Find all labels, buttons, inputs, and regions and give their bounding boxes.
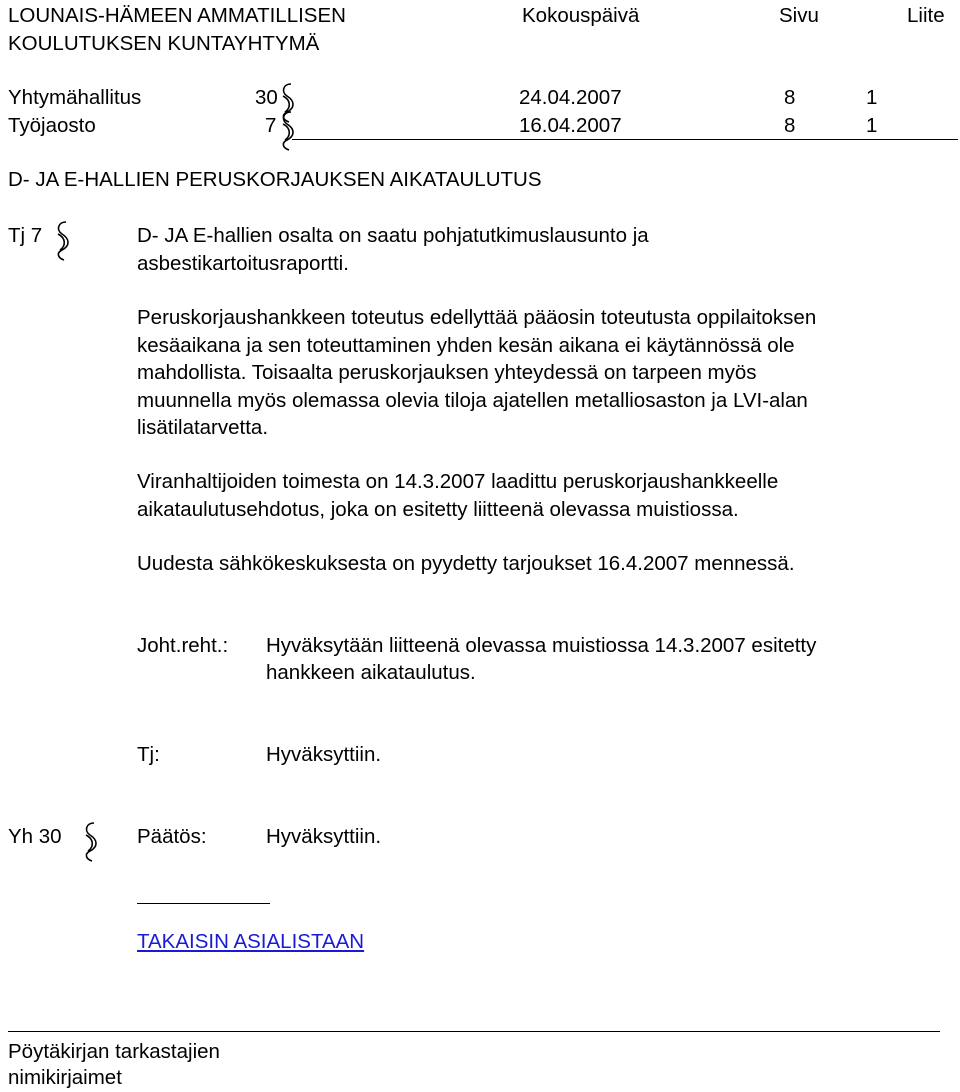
section-sign-icon [52, 220, 82, 268]
item-text-line: asbestikartoitusraportti. [137, 252, 349, 275]
organization-name-line1: LOUNAIS-HÄMEEN AMMATILLISEN [8, 4, 346, 27]
section-sign-icon [277, 110, 307, 158]
tj-decision-text: Hyväksyttiin. [266, 743, 382, 766]
proposal-text-line: hankkeen aikataulutus. [266, 661, 476, 684]
meeting-body-name: Yhtymähallitus [8, 86, 142, 109]
back-to-agenda-link[interactable]: TAKAISIN ASIALISTAAN [137, 930, 365, 953]
item-label: Tj 7 [8, 224, 43, 247]
paragraph-line: Peruskorjaushankkeen toteutus edellyttää pääosin toteutusta oppilaitoksen [137, 306, 817, 329]
header-divider [292, 139, 958, 140]
meeting-date: 16.04.2007 [519, 114, 622, 137]
footer-line: nimikirjaimet [8, 1066, 122, 1089]
meeting-number: 7 [265, 114, 277, 137]
organization-name-line2: KOULUTUKSEN KUNTAYHTYMÄ [8, 32, 320, 55]
section-sign-icon [80, 821, 110, 869]
paragraph-line: lisätilatarvetta. [137, 416, 269, 439]
item-text-line: D- JA E-hallien osalta on saatu pohjatutkimuslausunto ja [137, 224, 649, 247]
meeting-date-header: Kokouspäivä [522, 4, 640, 27]
meeting-date: 24.04.2007 [519, 86, 622, 109]
proposal-text-line: Hyväksytään liitteenä olevassa muistiossa 14.3.2007 esitetty [266, 634, 817, 657]
attachment-header: Liite [907, 4, 945, 27]
footer-line: Pöytäkirjan tarkastajien [8, 1040, 220, 1063]
document-title: D- JA E-HALLIEN PERUSKORJAUKSEN AIKATAULUTUS [8, 168, 542, 191]
meeting-number: 30 [255, 86, 278, 109]
decision-label: Päätös: [137, 825, 207, 848]
footer-divider [8, 1031, 940, 1032]
meeting-attachment: 1 [866, 114, 878, 137]
proposal-label: Joht.reht.: [137, 634, 229, 657]
meeting-attachment: 1 [866, 86, 878, 109]
tj-decision-label: Tj: [137, 743, 160, 766]
paragraph-line: kesäaikana ja sen toteuttaminen yhden kesän aikana ei käytännössä ole [137, 334, 795, 357]
paragraph-line: Uudesta sähkökeskuksesta on pyydetty tarjoukset 16.4.2007 mennessä. [137, 552, 795, 575]
paragraph-line: muunnella myös olemassa olevia tiloja ajatellen metalliosaston ja LVI-alan [137, 389, 808, 412]
meeting-page: 8 [784, 114, 796, 137]
decision-text: Hyväksyttiin. [266, 825, 382, 848]
page-header: Sivu [779, 4, 819, 27]
paragraph-line: Viranhaltijoiden toimesta on 14.3.2007 laadittu peruskorjaushankkeelle [137, 470, 779, 493]
paragraph-line: mahdollista. Toisaalta peruskorjauksen yhteydessä on tarpeen myös [137, 361, 757, 384]
short-divider [137, 903, 270, 904]
meeting-body-name: Työjaosto [8, 114, 96, 137]
paragraph-line: aikataulutusehdotus, joka on esitetty liitteenä olevassa muistiossa. [137, 498, 739, 521]
yh-item-label: Yh 30 [8, 825, 62, 848]
meeting-page: 8 [784, 86, 796, 109]
